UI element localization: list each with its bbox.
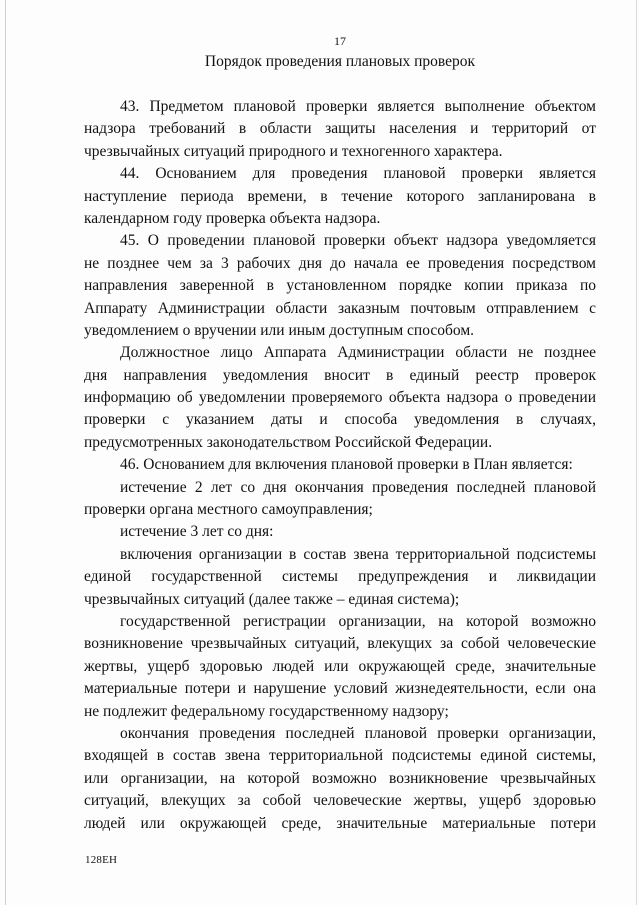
text-line: истечение 3 лет со дня: — [120, 523, 274, 541]
text-line: 44. Основанием для проведения плановой проверки является — [120, 165, 596, 183]
text-line: уведомлением о вручении или иным доступным способом. — [84, 321, 475, 339]
text-line: проверки органа местного самоуправления; — [84, 501, 373, 519]
text-line: календарном году проверка объекта надзора. — [84, 209, 381, 227]
text-line: чрезвычайных ситуаций (далее также – единая система); — [84, 590, 460, 608]
scan-edge-left — [5, 0, 6, 905]
text-line: жертвы, ущерб здоровью людей или окружающей среде, значительные — [84, 657, 596, 675]
text-line: единой государственной системы предупреждения и ликвидации — [84, 568, 596, 586]
section-title: Порядок проведения плановых проверок — [204, 53, 476, 70]
text-line: или организации, на которой возможно возникновение чрезвычайных — [84, 769, 596, 787]
text-line: не позднее чем за 3 рабочих дня до начала ее проведения посредством — [84, 254, 596, 272]
text-line: включения организации в состав звена территориальной подсистемы — [120, 545, 596, 563]
text-line: 45. О проведении плановой проверки объект надзора уведомляется — [120, 232, 596, 250]
text-line: проверки с указанием даты и способа уведомления в случаях, — [84, 411, 596, 429]
text-line: людей или окружающей среде, значительные материальные потери — [84, 814, 596, 832]
text-line: входящей в состав звена территориальной подсистемы единой системы, — [84, 747, 596, 765]
text-line: Должностное лицо Аппарата Администрации области не позднее — [120, 344, 596, 362]
text-line: государственной регистрации организации, на которой возможно — [120, 612, 596, 630]
document-code: 128EH — [85, 854, 118, 866]
text-line: Аппарату Администрации области заказным почтовым отправлением с — [84, 299, 596, 317]
page-number: 17 — [334, 34, 346, 48]
text-line: информацию об уведомлении проверяемого объекта надзора о проведении — [84, 389, 596, 407]
text-line: возникновение чрезвычайных ситуаций, влекущих за собой человеческие — [84, 635, 596, 653]
text-line: наступление периода времени, в течение которого запланирована в — [84, 187, 596, 205]
text-line: 43. Предметом плановой проверки является выполнение объектом — [120, 98, 596, 115]
text-line: предусмотренных законодательством Российской Федерации. — [84, 433, 493, 451]
text-line: материальные потери и нарушение условий жизнедеятельности, если она — [84, 680, 596, 698]
text-line: истечение 2 лет со дня окончания проведения последней плановой — [120, 478, 596, 496]
text-line: не подлежит федеральному государственному надзору; — [84, 702, 449, 720]
text-line: надзора требований в области защиты населения и территорий от — [84, 120, 596, 138]
text-line: ситуаций, влекущих за собой человеческие жертвы, ущерб здоровью — [84, 792, 596, 810]
document-body — [84, 96, 596, 835]
scan-edge-right — [636, 0, 637, 905]
text-line: окончания проведения последней плановой проверки организации, — [120, 724, 596, 742]
text-line: чрезвычайных ситуаций природного и техногенного характера. — [84, 142, 503, 160]
text-line: 46. Основанием для включения плановой проверки в План является: — [120, 456, 573, 474]
text-line: направления заверенной в установленном порядке копии приказа по — [84, 277, 596, 295]
text-line: дня направления уведомления вносит в единый реестр проверок — [84, 366, 596, 384]
